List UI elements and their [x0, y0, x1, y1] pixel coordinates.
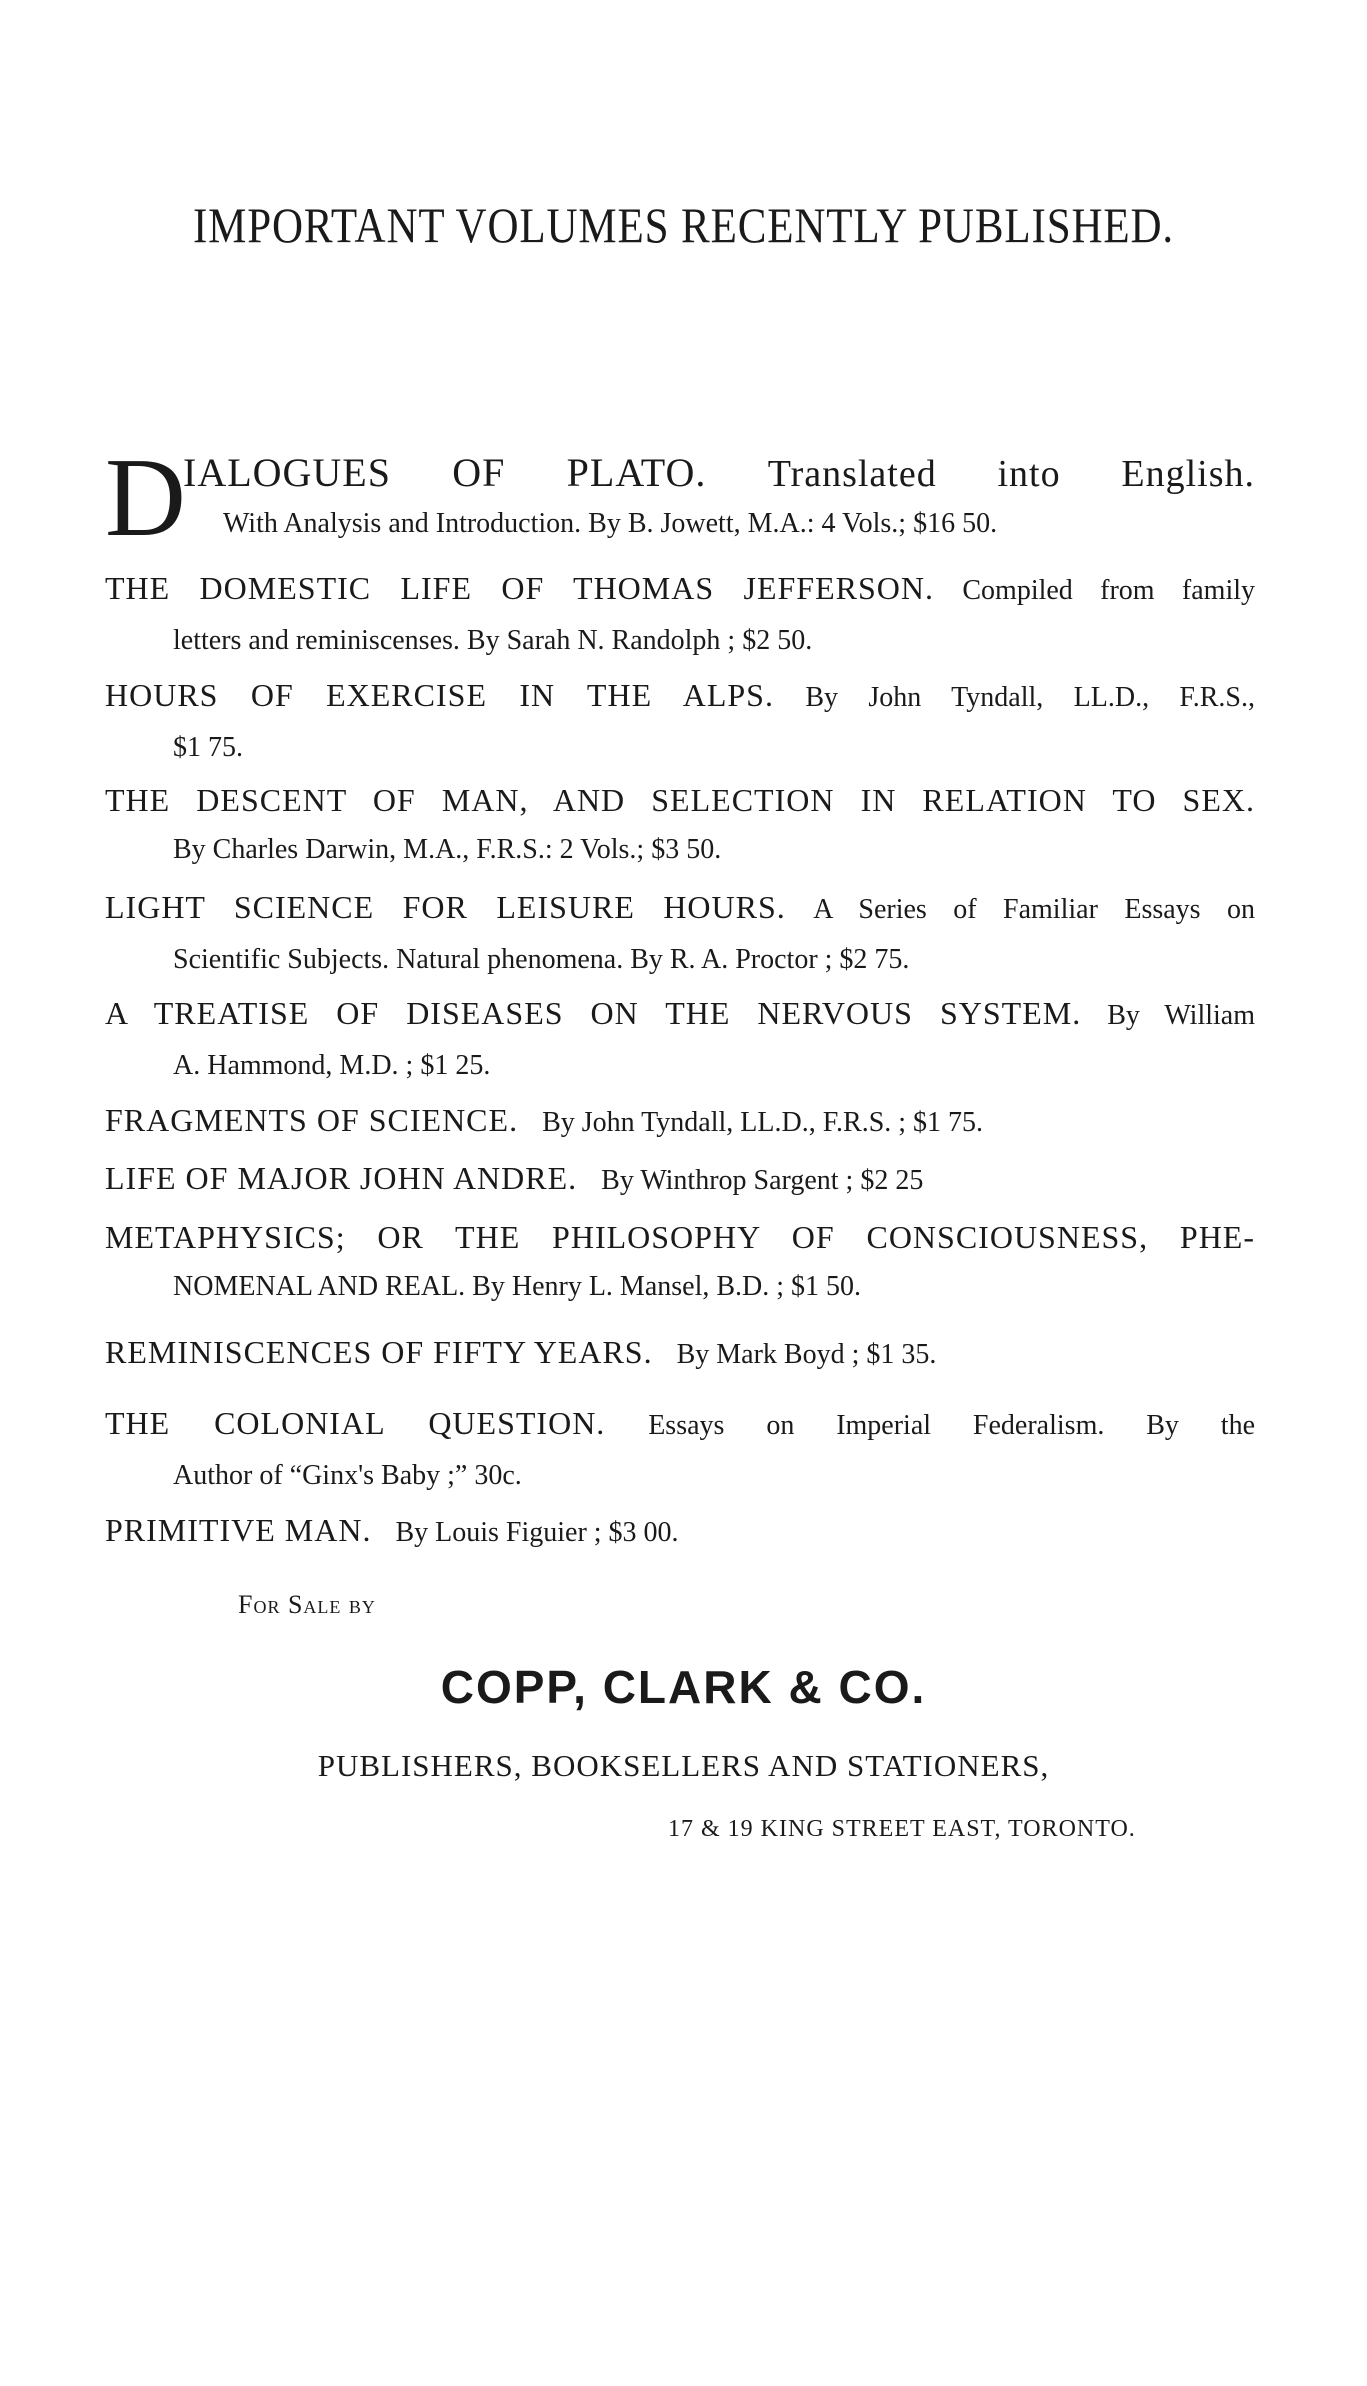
book-entry — [105, 882, 1255, 985]
book-title: PRIMITIVE MAN. — [105, 1512, 372, 1548]
book-entry — [105, 1153, 1255, 1206]
book-entry — [105, 988, 1255, 1091]
book-entry — [105, 1212, 1255, 1312]
book-entry — [105, 1398, 1255, 1501]
book-entry — [105, 670, 1255, 773]
book-detail: Translated into English. — [767, 453, 1256, 495]
book-entry — [105, 1095, 1255, 1148]
book-detail-line2: NOMENAL AND REAL. By Henry L. Mansel, B.D. ; $1 50. — [173, 1271, 862, 1302]
book-title: METAPHYSICS; OR THE PHILOSOPHY OF CONSCIOUSNESS, PHE- — [105, 1219, 1255, 1255]
page-heading: IMPORTANT VOLUMES RECENTLY PUBLISHED. — [192, 197, 1175, 253]
book-detail: By John Tyndall, LL.D., F.R.S., — [805, 682, 1256, 713]
book-title: IALOGUES OF PLATO. — [183, 450, 707, 495]
book-detail: A Series of Familiar Essays on — [813, 894, 1256, 925]
book-entry — [105, 775, 1255, 875]
book-title: THE COLONIAL QUESTION. — [105, 1405, 606, 1441]
book-entry — [105, 1327, 1255, 1380]
book-entry — [105, 563, 1255, 666]
book-detail-line2: Scientific Subjects. Natural phenomena. By R. A. Proctor ; $2 75. — [173, 944, 910, 975]
book-detail-line2: A. Hammond, M.D. ; $1 25. — [173, 1050, 491, 1081]
book-entry — [105, 1505, 1255, 1558]
book-detail: Essays on Imperial Federalism. By the — [648, 1410, 1256, 1441]
drop-cap: D — [105, 436, 186, 560]
book-title: HOURS OF EXERCISE IN THE ALPS. — [105, 677, 774, 713]
book-detail-line2: $1 75. — [173, 732, 243, 763]
book-detail-line2: By Charles Darwin, M.A., F.R.S.: 2 Vols.; $3 50. — [173, 834, 722, 865]
book-detail: Compiled from family — [962, 575, 1256, 606]
publisher-address: 17 & 19 KING STREET EAST, TORONTO. — [668, 1816, 1136, 1842]
book-title: FRAGMENTS OF SCIENCE. — [105, 1102, 519, 1138]
book-entry — [105, 436, 1256, 560]
book-title: THE DOMESTIC LIFE OF THOMAS JEFFERSON. — [105, 570, 934, 606]
book-title: A TREATISE OF DISEASES ON THE NERVOUS SYSTEM. — [105, 995, 1082, 1031]
book-detail: By Louis Figuier ; $3 00. — [395, 1517, 679, 1548]
publisher-trades: PUBLISHERS, BOOKSELLERS AND STATIONERS, — [317, 1748, 1050, 1783]
book-detail: By William — [1107, 1000, 1255, 1031]
book-detail-line2: letters and reminiscenses. By Sarah N. Randolph ; $2 50. — [173, 625, 813, 656]
book-title: REMINISCENCES OF FIFTY YEARS. — [105, 1334, 653, 1370]
book-detail-line2: Author of “Ginx's Baby ;” 30c. — [173, 1460, 522, 1491]
book-title: LIGHT SCIENCE FOR LEISURE HOURS. — [105, 889, 786, 925]
for-sale-label: For Sale by — [238, 1590, 376, 1619]
book-title: THE DESCENT OF MAN, AND SELECTION IN RELATION TO SEX. — [105, 782, 1255, 818]
publisher-name: COPP, CLARK & CO. — [440, 1661, 927, 1713]
book-detail-line2: With Analysis and Introduction. By B. Jowett, M.A.: 4 Vols.; $16 50. — [223, 508, 998, 539]
book-detail: By John Tyndall, LL.D., F.R.S. ; $1 75. — [542, 1107, 984, 1138]
book-detail: By Mark Boyd ; $1 35. — [676, 1339, 937, 1370]
book-title: LIFE OF MAJOR JOHN ANDRE. — [105, 1160, 578, 1196]
book-detail: By Winthrop Sargent ; $2 25 — [601, 1165, 924, 1196]
